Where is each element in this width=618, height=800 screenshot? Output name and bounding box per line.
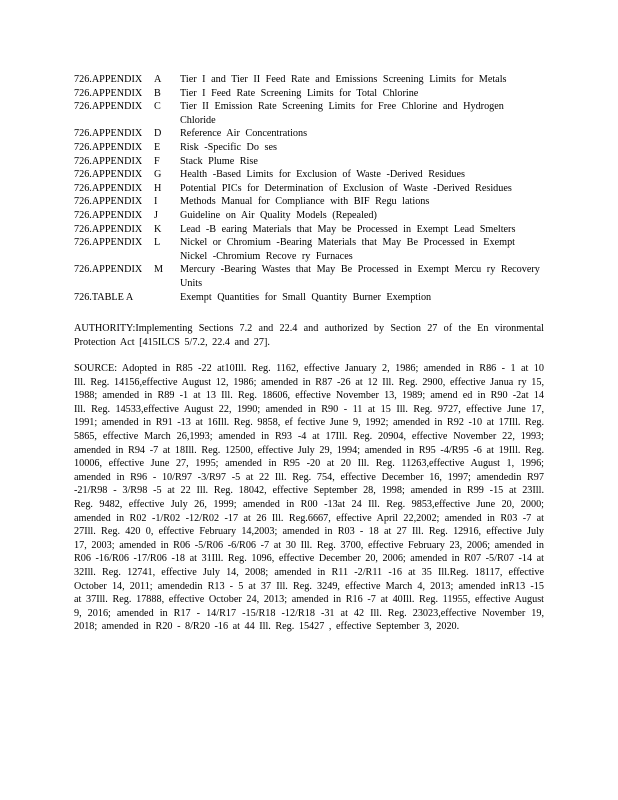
toc-entry-b	[74, 87, 544, 101]
toc-entry-c	[74, 100, 544, 127]
toc-entry-d	[74, 127, 544, 141]
toc-entry-e	[74, 141, 544, 155]
toc-title: Risk -Specific Do ses	[180, 141, 277, 153]
toc-entry-l	[74, 236, 544, 263]
toc-entry-j	[74, 209, 544, 223]
toc-title: Health -Based Limits for Exclusion of Waste -Derived Residues	[180, 169, 465, 181]
toc-title: Tier I and Tier II Feed Rate and Emissions Screening Limits for Metals	[180, 74, 507, 85]
toc-letter: M	[154, 264, 164, 276]
toc-entry-f	[74, 155, 544, 169]
toc-ref: 726.APPENDIX	[74, 169, 143, 181]
toc-letter: F	[154, 155, 160, 167]
toc-entry-i	[74, 195, 544, 209]
toc-title: Mercury -Bearing Wastes that May Be Processed in Exempt Mercu ry Recovery Units	[180, 264, 540, 289]
toc-letter: L	[154, 237, 161, 249]
toc-title: Tier II Emission Rate Screening Limits for Free Chlorine and Hydrogen Chloride	[180, 101, 504, 126]
toc-letter: A	[154, 74, 162, 85]
toc-ref: 726.APPENDIX	[74, 196, 143, 208]
toc-letter: G	[154, 169, 162, 181]
toc-title: Potential PICs for Determination of Exclusion of Waste -Derived Residues	[180, 182, 512, 194]
toc-letter: B	[154, 87, 161, 99]
toc-title: Stack Plume Rise	[180, 155, 258, 167]
toc-ref: 726.TABLE A	[74, 291, 134, 303]
toc-ref: 726.APPENDIX	[74, 264, 143, 276]
toc-ref: 726.APPENDIX	[74, 209, 143, 221]
authority-note: AUTHORITY:Implementing Sections 7.2 and 22.4 and authorized by Section 27 of the En vironmental Protection Act [415ILCS 5/7.2, 22.4 and 27].	[74, 323, 544, 348]
toc-ref: 726.APPENDIX	[74, 182, 143, 194]
toc-title: Nickel or Chromium -Bearing Materials that May Be Processed in Exempt Nickel -Chromium Recove ry Furnaces	[180, 237, 515, 262]
toc-ref: 726.APPENDIX	[74, 87, 143, 99]
source-note: SOURCE: Adopted in R85 -22 at10Ill. Reg. 1162, effective January 2, 1986; amended in R86 - 1 at 10 Ill. Reg. 14156,effective August 12, 1986; amended in R87 -26 at 12 Ill. Reg. 2900, effective Janua ry 15, 1988; amended in R89 -1 at 13 Ill. Reg. 18606, effective November 13, 1989; amend ed in R90 -2at 14 Ill. Reg. 14533,effective August 22, 1990; amended in R90 - 11 at 15 Ill. Reg. 9727, effective June 17, 1991; amended in R91 -13 at 16Ill. Reg. 9858, ef fective June 9, 1992; amended in R92 -10 at 17Ill. Reg. 5865, effective March 26,1993; amended in R93 -4 at 17Ill. Reg. 20904, effective November 22, 1993; amended in R94 -7 at 18Ill. Reg. 12500, effective July 29, 1994; amended in R95 -4/R95 -6 at 19Ill. Reg. 10006, effective June 27, 1995; amended in R95 -20 at 20 Ill. Reg. 11263,effective August 1, 1996; amended in R96 - 10/R97 -3/R97 -5 at 22 Ill. Reg. 754, effective December 16, 1997; amendedin R97 -21/R98 - 3/R98 -5 at 22 Ill. Reg. 18042, effective September 28, 1998; amended in R99 -15 at 23Ill. Reg. 9482, effective July 26, 1999; amended in R00 -13at 24 Ill. Reg. 9853,effective June 20, 2000; amended in R02 -1/R02 -12/R02 -17 at 26 Ill. Reg.6667, effective April 22,2002; amended in R03 -7 at 27Ill. Reg. 420 0, effective February 14,2003; amended in R03 - 18 at 27 Ill. Reg. 12916, effective July 17, 2003; amended in R06 -5/R06 -6/R06 -7 at 30 Ill. Reg. 3700, effective February 23, 2006; amended in R06 -16/R06 -17/R06 -18 at 31Ill. Reg. 1096, effective December 20, 2006; amended in R07 -5/R07 -14 at 32Ill. Reg. 12741, effective July 14, 2008; amended in R11 -2/R11 -16 at 35 Ill.Reg. 18117, effective October 14, 2011; amendedin R13 - 5 at 37 Ill. Reg. 3249, effective March 4, 2013; amended inR13 -15 at 37Ill. Reg. 17888, effective October 24, 2013; amended in R16 -7 at 40Ill. Reg. 11955, effective August 9, 2016; amended in R17 - 14/R17 -15/R18 -12/R18 -31 at 42 Ill. Reg. 23023,effective November 19, 2018; amended in R20 - 8/R20 -16 at 44 Ill. Reg. 15427 , effective September 3, 2020.	[74, 363, 544, 633]
toc-letter: C	[154, 101, 161, 113]
toc-ref: 726.APPENDIX	[74, 223, 143, 235]
toc-ref: 726.APPENDIX	[74, 237, 143, 249]
toc-ref: 726.APPENDIX	[74, 74, 143, 85]
toc-letter: J	[154, 209, 158, 221]
toc-entry-g	[74, 168, 544, 182]
toc-entry-m	[74, 263, 544, 290]
toc-title: Methods Manual for Compliance with BIF Regu lations	[180, 196, 430, 208]
toc-ref: 726.APPENDIX	[74, 128, 143, 140]
toc-letter: K	[154, 223, 162, 235]
toc-entry-table-a	[74, 291, 544, 305]
toc-title: Lead -B earing Materials that May be Processed in Exempt Lead Smelters	[180, 223, 516, 235]
toc-ref: 726.APPENDIX	[74, 141, 143, 153]
toc-entry-a	[74, 73, 544, 87]
toc-ref: 726.APPENDIX	[74, 155, 143, 167]
toc-title: Exempt Quantities for Small Quantity Burner Exemption	[180, 291, 432, 303]
toc-letter: E	[154, 141, 161, 153]
toc-ref: 726.APPENDIX	[74, 101, 143, 113]
table-of-contents	[74, 73, 544, 304]
toc-title: Reference Air Concentrations	[180, 128, 308, 140]
toc-entry-h	[74, 182, 544, 196]
toc-title: Tier I Feed Rate Screening Limits for Total Chlorine	[180, 87, 419, 99]
toc-title: Guideline on Air Quality Models (Repealed)	[180, 209, 377, 221]
toc-letter: H	[154, 182, 162, 194]
toc-letter: D	[154, 128, 162, 140]
toc-letter: I	[154, 196, 158, 208]
toc-entry-k	[74, 223, 544, 237]
